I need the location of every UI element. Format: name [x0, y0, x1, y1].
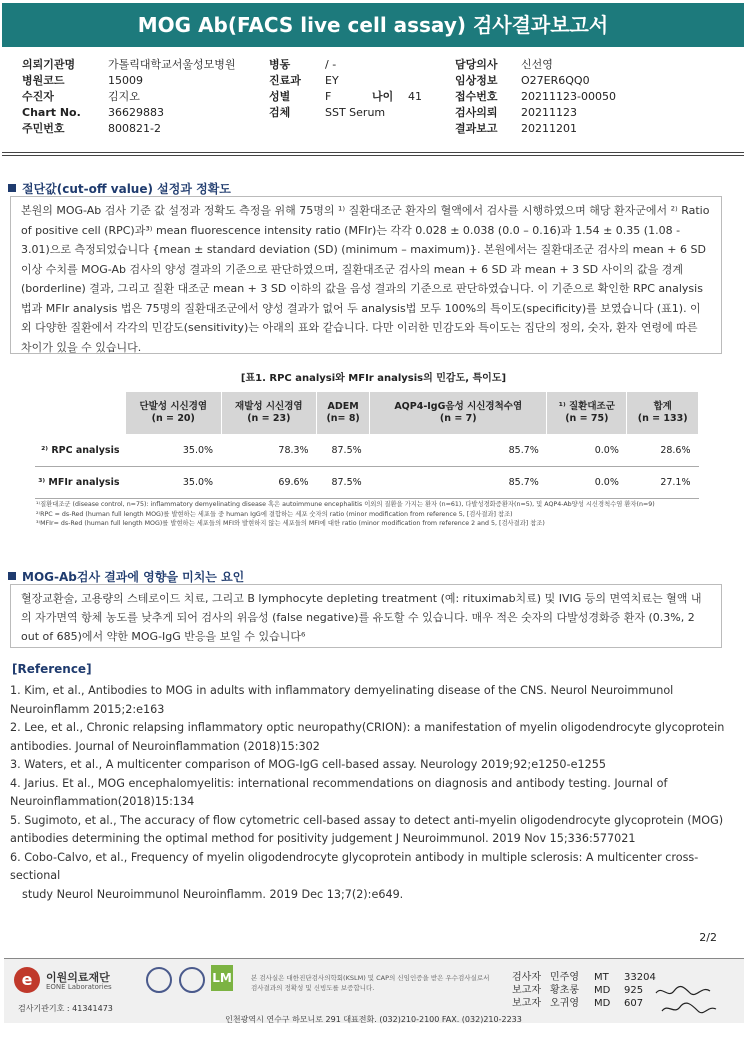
- table-header: [126, 392, 222, 435]
- table-cell: 69.6%: [221, 467, 317, 499]
- info-row: [22, 89, 272, 105]
- signer-name: 오귀영: [550, 998, 579, 1009]
- info-row: [455, 105, 655, 121]
- signer-role: 검사자: [512, 972, 541, 983]
- table-cell: 0.0%: [547, 435, 627, 467]
- signer-name: 민주영: [550, 972, 579, 983]
- table-header: [317, 392, 370, 435]
- table-header: [627, 392, 699, 435]
- reference-item: study Neurol Neuroimmunol Neuroinflamm. 2019 Dec 13;7(2):e649.: [22, 887, 404, 901]
- table-notes: [36, 500, 716, 529]
- info-value: 800821-2: [108, 122, 161, 135]
- signer-num: 33204: [624, 972, 656, 983]
- info-row: [455, 89, 655, 105]
- table-row: [35, 467, 699, 499]
- info-value: 20211123-00050: [521, 90, 616, 103]
- info-label: 임상정보: [455, 74, 498, 87]
- org-sub: EONE Laboratories: [46, 983, 112, 991]
- info-label: 담당의사: [455, 58, 498, 71]
- table-cell: 85.7%: [370, 435, 547, 467]
- signer-num: 925: [624, 985, 644, 996]
- signers: [512, 971, 660, 1010]
- footnote: ³⁾MFIr= ds-Red (human full length MOG)를 발현하는 세포들의 MFI와 발현하지 않는 세포들의 MFI에 대한 ratio (minor modification from reference 2 and 5, [검사결과] 참조): [36, 520, 545, 527]
- table-header: [370, 392, 547, 435]
- cap-cert-icon: [146, 967, 172, 993]
- reference-item: 4. Jarius. Et al., MOG encephalomyelitis: international recommendations on diagnosis and antibody testing. Journal of Neuroinflammation(2018)15:134: [10, 776, 668, 808]
- header-count: (n = 23): [247, 413, 291, 424]
- signer-title: MT: [594, 972, 609, 983]
- address: 인천광역시 연수구 하모니로 291 대표전화. (032)210-2100 FAX. (032)210-2233: [225, 1015, 522, 1024]
- info-label: 성별: [269, 90, 291, 103]
- info-label: 검체: [269, 106, 291, 119]
- sensitivity-table: [34, 391, 699, 499]
- info-row: [22, 105, 272, 121]
- table-cell: 87.5%: [317, 467, 370, 499]
- header-name: 재발성 시신경염: [235, 401, 303, 412]
- cutoff-section-heading: 절단값(cut-off value) 설정과 정확도: [8, 180, 231, 197]
- signer-role: 보고자: [512, 998, 541, 1009]
- header-count: (n = 133): [637, 413, 688, 424]
- info-label: 의뢰기관명: [22, 58, 76, 71]
- info-label: Chart No.: [22, 106, 81, 119]
- table-header: [547, 392, 627, 435]
- table-cell: 85.7%: [370, 467, 547, 499]
- info-row: [269, 105, 459, 121]
- info-label: 수진자: [22, 90, 54, 103]
- table-title: [표1. RPC analysi와 MFIr analysis의 민감도, 특이도]: [240, 373, 507, 384]
- table-header: [221, 392, 317, 435]
- table-cell: 27.1%: [627, 467, 699, 499]
- reference-heading: [Reference]: [12, 662, 92, 676]
- reference-item: 2. Lee, et al., Chronic relapsing inflammatory optic neuropathy(CRION): a manifestation of myelin oligodendrocyte glycoprotein antibodies. Journal of Neuroinflammation (2018)15:302: [10, 721, 725, 753]
- table-cell: 0.0%: [547, 467, 627, 499]
- info-value: 김지오: [108, 90, 140, 103]
- info-value: O27ER6QQ0: [521, 74, 590, 87]
- info-label: 병동: [269, 58, 291, 71]
- info-label: 병원코드: [22, 74, 65, 87]
- reference-list: [10, 682, 725, 904]
- cutoff-section-text: 본원의 MOG-Ab 검사 기준 값 설정과 정확도 측정을 위해 75명의 ¹⁾ 질환대조군 환자의 혈액에서 검사를 시행하였으며 해당 환자군에서 ²⁾ Ratio of positive cell (RPC)과³⁾ mean fluorescence intensity ratio (MFIr)는 각각 0.028 ± 0.038 (0.0 – 0.16)과 1.54 ± 0.35 (1.08 - 3.01)으로 측정되었습니다 {mean ± standard deviation (SD) (minimum – maximum)}. 본원에서는 질환대조군 검사의 mean + 6 SD 이상 수치를 MOG-Ab 검사의 양성 결과의 기준으로 판단하였으며, 질환대조군 검사의 mean + 6 SD 과 mean + 3 SD 사이의 값을 경계 (borderline) 결과, 그리고 질환 대조군 mean + 3 SD 이하의 값을 음성 결과의 기준으로 판단하였습니다. 이 기준으로 확인한 RPC analysis 법과 MFIr analysis 법은 75명의 질환대조군에서 양성 결과가 없어 두 analysis법 모두 100%의 특이도(specificity)를 보였습니다 (표1). 이 외 다양한 질환에서 각각의 민감도(sensitivity)는 아래의 표와 같습니다. 다만 이러한 민감도와 특이도는 집단의 정의, 숫자, 환자 연령에 따른 차이가 있을 수 있습니다.: [10, 196, 722, 354]
- info-row: [455, 73, 655, 89]
- eone-logo-icon: e: [14, 967, 40, 993]
- header-name: 단발성 시신경염: [139, 401, 208, 412]
- reference-item: 5. Sugimoto, et al., The accuracy of flow cytometric cell-based assay to detect anti-myelin oligodendrocyte glycoprotein (MOG) antibodies determining the optimal method for positivity judgement J Neuroimmunol. 2019 Nov 15;336:577021: [10, 813, 724, 845]
- kslm-logo-icon: LM: [211, 965, 233, 991]
- info-value: 36629883: [108, 106, 164, 119]
- institution-id: 검사기관기호 : 41341473: [18, 1004, 113, 1013]
- info-value: 신선영: [521, 58, 553, 71]
- header-name: AQP4-IgG음성 시신경척수염: [394, 401, 523, 412]
- org-name: 이원의료재단: [46, 971, 110, 984]
- info-label: 검사의뢰: [455, 106, 498, 119]
- info-row: [22, 57, 272, 73]
- info-row: [269, 57, 459, 73]
- signer-row: [512, 971, 660, 984]
- header-count: (n = 20): [151, 413, 195, 424]
- header-count: (n = 7): [439, 413, 477, 424]
- info-value: 15009: [108, 74, 143, 87]
- factors-section-heading: MOG-Ab검사 결과에 영향을 미치는 요인: [8, 568, 244, 585]
- factors-section-text: 혈장교환술, 고용량의 스테로이드 치료, 그리고 B lymphocyte depleting treatment (예: rituximab치료) 및 IVIG 등의 면역치료는 혈액 내의 자가면역 항체 농도를 낮추게 되어 검사의 위음성 (false negative)를 유도할 수 있습니다. 매우 적은 숫자의 다발성경화증 환자 (0.3%, 2 out of 685)에서 약한 MOG-IgG 반응을 보일 수 있습니다⁶: [10, 584, 722, 648]
- info-row: [22, 121, 272, 137]
- reference-item: 6. Cobo-Calvo, et al., Frequency of myelin oligodendrocyte glycoprotein antibody in multiple sclerosis: A multicenter cross-sectional: [10, 850, 699, 882]
- info-label: 결과보고: [455, 122, 498, 135]
- info-row: [455, 57, 655, 73]
- page-number: 2/2: [699, 931, 717, 944]
- footnote: ¹⁾질환대조군 (disease control, n=75): inflammatory demyelinating disease 혹은 autoimmune encephalitis 이외의 질환을 가지는 환자 (n=61), 다발성경화증환자(n=5), 및 AQP4-Ab양성 시신경척수염 환자(n=9): [36, 501, 655, 508]
- table-cell: 35.0%: [126, 435, 222, 467]
- info-value: 가톨릭대학교서울성모병원: [108, 58, 236, 71]
- info-value: 20211201: [521, 122, 577, 135]
- info-label: 진료과: [269, 74, 301, 87]
- signer-name: 황초롱: [550, 985, 579, 996]
- header-count: (n = 75): [565, 413, 609, 424]
- cert-note: 본 검사실은 대한진단검사의학회(KSLM) 및 CAP의 신임인증을 받은 우수검사실로서 검사결과의 정확성 및 신빙도를 보증합니다.: [251, 974, 490, 992]
- header-count: (n= 8): [326, 413, 360, 424]
- table-cell: 28.6%: [627, 435, 699, 467]
- reference-item: 3. Waters, et al., A multicenter comparison of MOG-IgG cell-based assay. Neurology 2019;92;e1250-e1255: [10, 758, 606, 771]
- table-cell: 78.3%: [221, 435, 317, 467]
- info-label: 주민번호: [22, 122, 65, 135]
- signer-row: [512, 984, 660, 997]
- iso-cert-icon: [179, 967, 205, 993]
- info-row: [269, 73, 459, 89]
- report-title: MOG Ab(FACS live cell assay) 검사결과보고서: [2, 3, 744, 47]
- info-row: [22, 73, 272, 89]
- info-value: 20211123: [521, 106, 577, 119]
- age-field: 나이 41: [372, 90, 422, 103]
- table-cell: 35.0%: [126, 467, 222, 499]
- signer-title: MD: [594, 998, 611, 1009]
- signer-role: 보고자: [512, 985, 541, 996]
- header-name: 합계: [653, 401, 672, 412]
- info-row: [455, 121, 655, 137]
- signer-num: 607: [624, 998, 644, 1009]
- info-value: SST Serum: [325, 106, 386, 119]
- info-value: / -: [325, 58, 337, 71]
- info-value: F: [325, 90, 332, 103]
- row-label: ³⁾ MFIr analysis: [35, 467, 126, 499]
- table-row: [35, 435, 699, 467]
- header-name: ¹⁾ 질환대조군: [558, 401, 615, 412]
- row-label: ²⁾ RPC analysis: [35, 435, 126, 467]
- table-cell: 87.5%: [317, 435, 370, 467]
- info-value: EY: [325, 74, 339, 87]
- signer-row: [512, 997, 660, 1010]
- header-name: ADEM: [327, 401, 359, 412]
- signer-title: MD: [594, 985, 611, 996]
- footnote: ²⁾RPC = ds-Red (human full length MOG)를 발현하는 세포들 중 human IgG에 결합하는 세포 숫자의 ratio (minor modification from reference 5, [검사결과] 참조): [36, 510, 513, 518]
- reference-item: 1. Kim, et al., Antibodies to MOG in adults with inflammatory demyelinating disease of the CNS. Neurol Neuroimmunol Neuroinflamm 2015;2:e163: [10, 684, 674, 716]
- info-label: 접수번호: [455, 90, 498, 103]
